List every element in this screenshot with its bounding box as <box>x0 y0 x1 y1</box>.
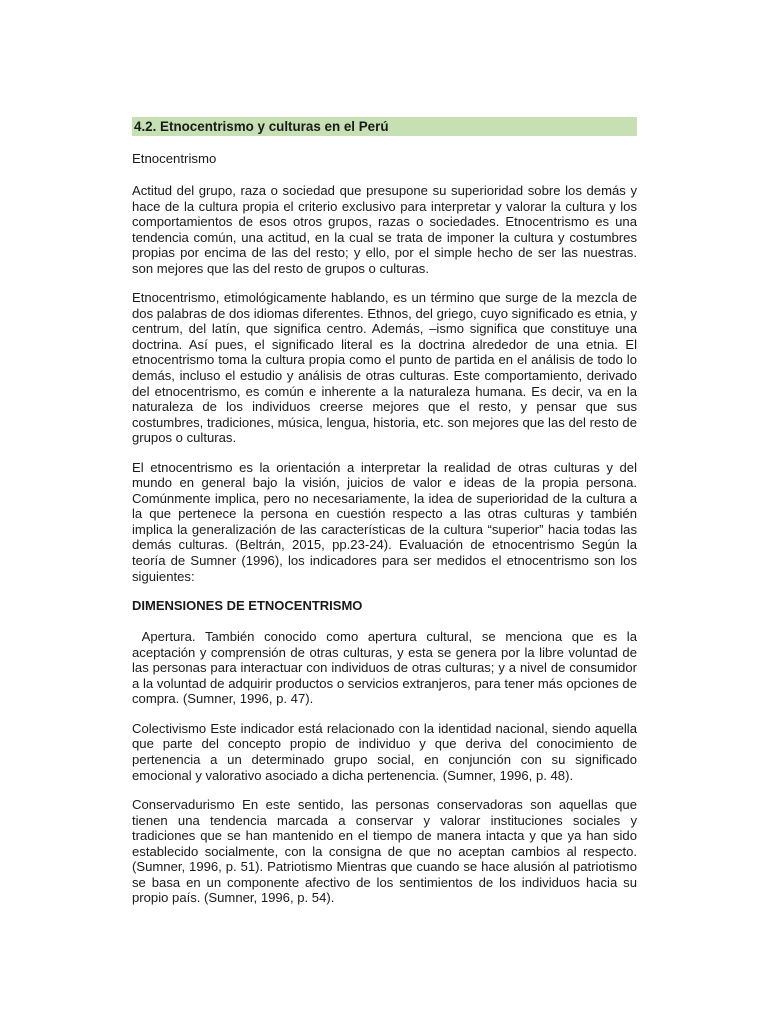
paragraph-colectivismo: Colectivismo Este indicador está relacionado con la identidad nacional, siendo aquella que parte del concepto propio de individuo y que deriva del conocimiento de pertenencia a un determinado grupo social, en conjunción con su significado emocional y valorativo asociado a dicha pertenencia. (Sumner, 1996, p. 48). <box>132 720 637 783</box>
paragraph-etymology: Etnocentrismo, etimológicamente hablando, es un término que surge de la mezcla de dos palabras de dos idiomas diferentes. Ethnos, del griego, cuyo significado es etnia, y centrum, del latín, que significa centro. Además, –ismo significa que constituye una doctrina. Así pues, el significado literal es la doctrina alrededor de una etnia. El etnocentrismo toma la cultura propia como el punto de partida en el análisis de todo lo demás, incluso el estudio y análisis de otras culturas. Este comportamiento, derivado del etnocentrismo, es común e inherente a la naturaleza humana. Es decir, va en la naturaleza de los individuos creerse mejores que el resto, y pensar que sus costumbres, tradiciones, música, lengua, historia, etc. son mejores que las del resto de grupos o culturas. <box>132 290 637 446</box>
document-page <box>132 117 641 920</box>
subtitle: Etnocentrismo <box>132 151 217 166</box>
paragraph-definition: Actitud del grupo, raza o sociedad que presupone su superioridad sobre los demás y hace de la cultura propia el criterio exclusivo para interpretar y valorar la cultura y los comportamientos de esos otros grupos, razas o sociedades. Etnocentrismo es una tendencia común, una actitud, en la cual se trata de imponer la cultura y costumbres propias por encima de las del resto; y ello, por el simple hecho de ser las nuestras. son mejores que las del resto de grupos o culturas. <box>132 183 637 276</box>
paragraph-conservadurismo: Conservadurismo En este sentido, las personas conservadoras son aquellas que tienen una tendencia marcada a conservar y valorar instituciones sociales y tradiciones que se han mantenido en el tiempo de manera intacta y que ya han sido establecido socialmente, con la consigna de que no aceptan cambios al respecto. (Sumner, 1996, p. 51). Patriotismo Mientras que cuando se hace alusión al patriotismo se basa en un componente afectivo de los sentimientos de los individuos hacia su propio país. (Sumner, 1996, p. 54). <box>132 797 637 906</box>
dimensions-title: DIMENSIONES DE ETNOCENTRISMO <box>132 598 363 614</box>
paragraph-apertura: Apertura. También conocido como apertura cultural, se menciona que es la aceptación y comprensión de otras culturas, y esta se genera por la libre voluntad de las personas para interactuar con individuos de otras culturas; y a nivel de consumidor a la voluntad de adquirir productos o servicios extranjeros, para tener más opciones de compra. (Sumner, 1996, p. 47). <box>132 629 641 707</box>
section-title: 4.2. Etnocentrismo y culturas en el Perú <box>132 117 637 136</box>
paragraph-orientation: El etnocentrismo es la orientación a interpretar la realidad de otras culturas y del mundo en general bajo la visión, juicios de valor e ideas de la propia persona. Comúnmente implica, pero no necesariamente, la idea de superioridad de la cultura a la que pertenece la persona en cuestión respecto a las otras culturas y también implica la generalización de las características de la cultura “superior” hacia todas las demás culturas. (Beltrán, 2015, pp.23-24). Evaluación de etnocentrismo Según la teoría de Sumner (1996), los indicadores para ser medidos el etnocentrismo son los siguientes: <box>132 459 637 584</box>
